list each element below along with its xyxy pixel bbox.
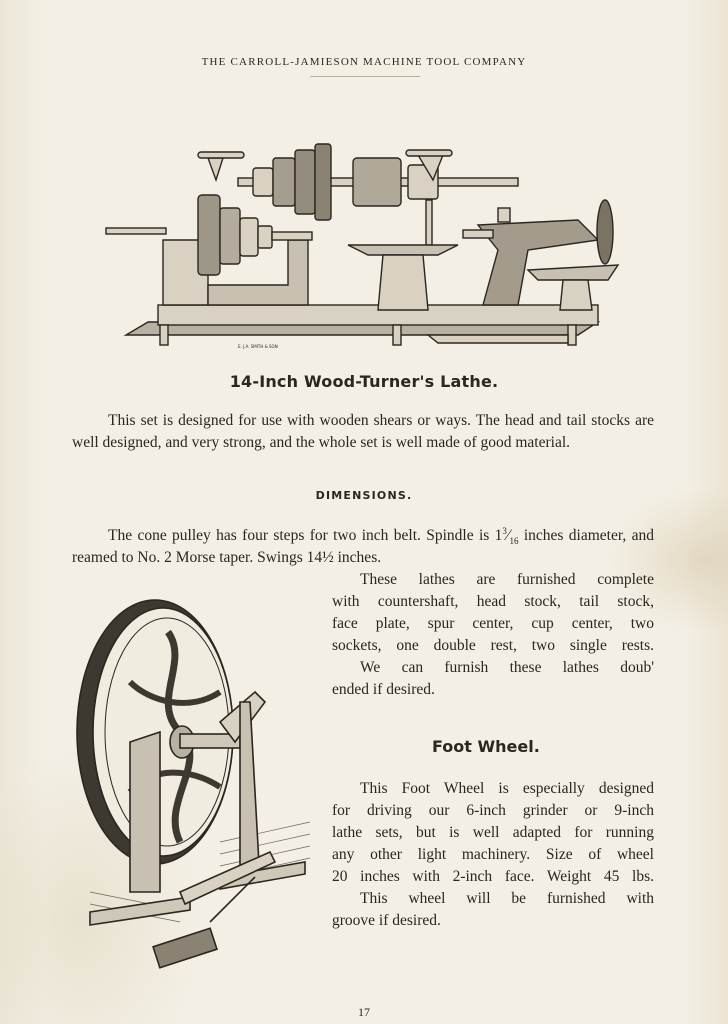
groove-line: This wheel will be furnished with — [360, 890, 654, 907]
page-number: 17 — [358, 1005, 370, 1019]
wheel-line: for driving our 6-inch grinder or 9-inch — [332, 802, 654, 819]
engraver-credit: E. J.A. SMITH & SON — [238, 344, 278, 349]
lathe-title: 14-Inch Wood-Turner's Lathe. — [229, 372, 499, 391]
spindle-fraction-num: 3 — [502, 525, 507, 536]
foot-wheel-engraving — [70, 592, 325, 992]
running-head: THE CARROLL-JAMIESON MACHINE TOOL COMPANY — [201, 56, 527, 68]
dimensions-text: The cone pulley has four steps for two inch belt. Spindle is $1^3⁄_{16}$ inches diameter, and reamed to No. 2 Morse taper. Swings 14½ inches. — [72, 525, 654, 566]
foot-wheel-title: Foot Wheel. — [432, 737, 540, 756]
lathe-engraving — [98, 140, 628, 355]
lathe-description: This set is designed for use with wooden shears or ways. The head and tail stocks are well designed, and very strong, and the whole set is well made of good material. — [72, 412, 654, 451]
spindle-fraction-den: 16 — [509, 536, 519, 547]
swing-fraction: ½ — [322, 549, 334, 566]
wheel-line: any other light machinery. Size of wheel — [332, 846, 654, 863]
dimensions-text-c: inches. — [333, 549, 382, 566]
dimensions-text-a: The cone pulley has four steps for two inch belt. Spindle is 1 — [108, 527, 503, 544]
wheel-line: lathe sets, but is well adapted for running — [332, 824, 654, 841]
foot-wheel-description — [332, 778, 654, 932]
furnished-line: sockets, one double rest, two single rests. — [332, 637, 654, 654]
double-end-line: We can furnish these lathes doub' — [360, 659, 654, 676]
wheel-line: 20 inches with 2-inch face. Weight 45 lbs. — [332, 868, 654, 885]
dimensions-text-b: inches diameter, and reamed to No. 2 Morse taper. Swings 14 — [72, 527, 654, 566]
furnished-paragraph — [332, 569, 654, 701]
wheel-line: This Foot Wheel is especially designed — [360, 780, 654, 797]
header-rule — [310, 76, 420, 77]
furnished-line: These lathes are furnished complete — [360, 571, 654, 588]
double-end-line: ended if desired. — [332, 681, 435, 698]
lathe-illustration — [98, 140, 628, 355]
furnished-line: with countershaft, head stock, tail stock, — [332, 593, 654, 610]
foot-wheel-illustration — [70, 592, 325, 992]
furnished-line: face plate, spur center, cup center, two — [332, 615, 654, 632]
groove-line: groove if desired. — [332, 912, 441, 929]
dimensions-heading: DIMENSIONS. — [315, 489, 413, 502]
